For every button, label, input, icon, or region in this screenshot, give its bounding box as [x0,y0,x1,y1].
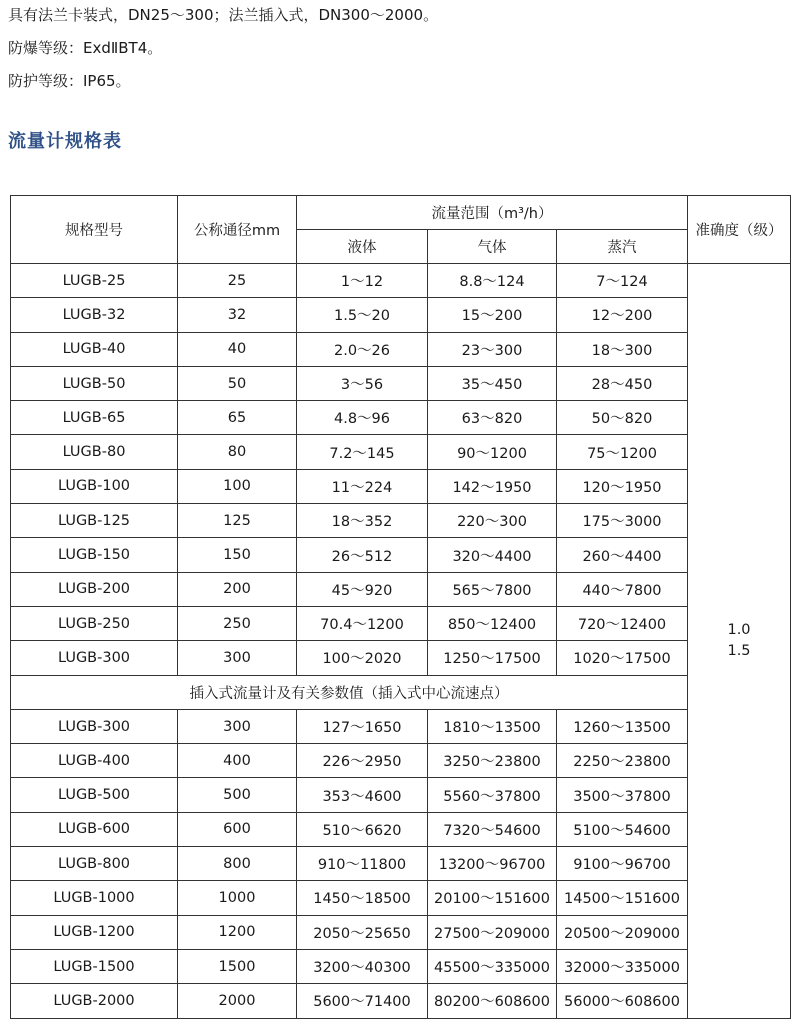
cell-steam-range: 12～200 [557,298,688,332]
table-row [11,984,791,1018]
cell-model: LUGB-250 [11,606,178,640]
cell-nominal-diameter: 500 [178,778,297,812]
cell-gas-range: 565～7800 [428,572,557,606]
cell-gas-range: 23～300 [428,332,557,366]
cell-nominal-diameter: 1200 [178,915,297,949]
cell-nominal-diameter: 40 [178,332,297,366]
cell-liquid-range: 510～6620 [297,812,428,846]
cell-model: LUGB-1000 [11,881,178,915]
cell-model: LUGB-500 [11,778,178,812]
cell-steam-range: 440～7800 [557,572,688,606]
cell-steam-range: 2250～23800 [557,744,688,778]
cell-nominal-diameter: 1000 [178,881,297,915]
cell-nominal-diameter: 200 [178,572,297,606]
cell-gas-range: 13200～96700 [428,847,557,881]
cell-liquid-range: 11～224 [297,469,428,503]
header-steam: 蒸汽 [557,230,688,264]
table-row [11,332,791,366]
cell-model: LUGB-1200 [11,915,178,949]
cell-nominal-diameter: 32 [178,298,297,332]
cell-nominal-diameter: 800 [178,847,297,881]
cell-nominal-diameter: 1500 [178,949,297,983]
cell-nominal-diameter: 300 [178,641,297,675]
table-row [11,744,791,778]
cell-liquid-range: 2050～25650 [297,915,428,949]
table-row [11,709,791,743]
cell-liquid-range: 127～1650 [297,709,428,743]
cell-model: LUGB-200 [11,572,178,606]
table-row [11,435,791,469]
cell-gas-range: 63～820 [428,401,557,435]
cell-steam-range: 7～124 [557,264,688,298]
intro-line-mounting: 具有法兰卡装式，DN25～300；法兰插入式，DN300～2000。 [8,6,439,24]
accuracy-value: 1.5 [727,642,751,659]
cell-nominal-diameter: 50 [178,366,297,400]
intro-text [8,4,788,103]
insertion-section-label: 插入式流量计及有关参数值（插入式中心流速点） [11,675,688,709]
cell-model: LUGB-32 [11,298,178,332]
cell-gas-range: 35～450 [428,366,557,400]
cell-liquid-range: 100～2020 [297,641,428,675]
cell-liquid-range: 1.5～20 [297,298,428,332]
cell-nominal-diameter: 80 [178,435,297,469]
cell-gas-range: 80200～608600 [428,984,557,1018]
table-row [11,469,791,503]
cell-gas-range: 20100～151600 [428,881,557,915]
table-row [11,264,791,298]
spec-table [10,195,791,1019]
cell-nominal-diameter: 250 [178,606,297,640]
cell-model: LUGB-300 [11,641,178,675]
cell-steam-range: 1020～17500 [557,641,688,675]
cell-gas-range: 3250～23800 [428,744,557,778]
cell-gas-range: 27500～209000 [428,915,557,949]
cell-steam-range: 50～820 [557,401,688,435]
cell-nominal-diameter: 25 [178,264,297,298]
cell-steam-range: 18～300 [557,332,688,366]
cell-nominal-diameter: 100 [178,469,297,503]
cell-gas-range: 5560～37800 [428,778,557,812]
table-row [11,847,791,881]
section-title: 流量计规格表 [8,131,122,152]
cell-liquid-range: 3200～40300 [297,949,428,983]
cell-steam-range: 720～12400 [557,606,688,640]
table-row [11,401,791,435]
cell-nominal-diameter: 150 [178,538,297,572]
cell-model: LUGB-2000 [11,984,178,1018]
table-row [11,606,791,640]
cell-liquid-range: 18～352 [297,504,428,538]
header-row-top [11,196,791,230]
cell-liquid-range: 353～4600 [297,778,428,812]
cell-gas-range: 8.8～124 [428,264,557,298]
table-body [11,264,791,1019]
cell-nominal-diameter: 65 [178,401,297,435]
cell-gas-range: 220～300 [428,504,557,538]
cell-gas-range: 90～1200 [428,435,557,469]
header-model: 规格型号 [11,196,178,264]
cell-gas-range: 15～200 [428,298,557,332]
cell-model: LUGB-65 [11,401,178,435]
cell-nominal-diameter: 125 [178,504,297,538]
header-liquid: 液体 [297,230,428,264]
cell-steam-range: 5100～54600 [557,812,688,846]
table-row [11,298,791,332]
cell-liquid-range: 70.4～1200 [297,606,428,640]
header-nominal-diameter: 公称通径mm [178,196,297,264]
cell-liquid-range: 7.2～145 [297,435,428,469]
cell-model: LUGB-400 [11,744,178,778]
header-flow-range: 流量范围（m³/h） [297,196,688,230]
cell-steam-range: 28～450 [557,366,688,400]
cell-model: LUGB-125 [11,504,178,538]
cell-steam-range: 120～1950 [557,469,688,503]
header-gas: 气体 [428,230,557,264]
cell-liquid-range: 226～2950 [297,744,428,778]
cell-liquid-range: 4.8～96 [297,401,428,435]
accuracy-value: 1.0 [727,621,751,638]
cell-liquid-range: 2.0～26 [297,332,428,366]
cell-steam-range: 14500～151600 [557,881,688,915]
cell-liquid-range: 3～56 [297,366,428,400]
cell-gas-range: 850～12400 [428,606,557,640]
table-row [11,881,791,915]
cell-liquid-range: 1～12 [297,264,428,298]
cell-steam-range: 1260～13500 [557,709,688,743]
insertion-section-row [11,675,791,709]
intro-line-protection: 防护等级：IP65。 [8,72,131,90]
cell-model: LUGB-50 [11,366,178,400]
cell-nominal-diameter: 400 [178,744,297,778]
cell-steam-range: 9100～96700 [557,847,688,881]
cell-steam-range: 175～3000 [557,504,688,538]
cell-gas-range: 1810～13500 [428,709,557,743]
table-row [11,641,791,675]
table-row [11,778,791,812]
cell-model: LUGB-150 [11,538,178,572]
table-row [11,812,791,846]
cell-model: LUGB-100 [11,469,178,503]
cell-model: LUGB-300 [11,709,178,743]
cell-liquid-range: 1450～18500 [297,881,428,915]
cell-gas-range: 1250～17500 [428,641,557,675]
cell-model: LUGB-1500 [11,949,178,983]
cell-steam-range: 20500～209000 [557,915,688,949]
cell-gas-range: 142～1950 [428,469,557,503]
table-row [11,366,791,400]
intro-line-explosion-proof: 防爆等级：ExdⅡBT4。 [8,39,163,57]
table-row [11,572,791,606]
cell-steam-range: 3500～37800 [557,778,688,812]
table-row [11,538,791,572]
cell-steam-range: 260～4400 [557,538,688,572]
cell-accuracy [688,264,791,1019]
cell-gas-range: 45500～335000 [428,949,557,983]
cell-gas-range: 320～4400 [428,538,557,572]
cell-nominal-diameter: 300 [178,709,297,743]
cell-liquid-range: 26～512 [297,538,428,572]
cell-steam-range: 32000～335000 [557,949,688,983]
cell-liquid-range: 45～920 [297,572,428,606]
cell-liquid-range: 910～11800 [297,847,428,881]
table-row [11,504,791,538]
cell-model: LUGB-40 [11,332,178,366]
cell-model: LUGB-80 [11,435,178,469]
header-accuracy: 准确度（级） [688,196,791,264]
cell-model: LUGB-800 [11,847,178,881]
cell-gas-range: 7320～54600 [428,812,557,846]
cell-model: LUGB-600 [11,812,178,846]
cell-steam-range: 75～1200 [557,435,688,469]
cell-steam-range: 56000～608600 [557,984,688,1018]
table-row [11,915,791,949]
cell-nominal-diameter: 2000 [178,984,297,1018]
cell-model: LUGB-25 [11,264,178,298]
cell-nominal-diameter: 600 [178,812,297,846]
table-row [11,949,791,983]
cell-liquid-range: 5600～71400 [297,984,428,1018]
